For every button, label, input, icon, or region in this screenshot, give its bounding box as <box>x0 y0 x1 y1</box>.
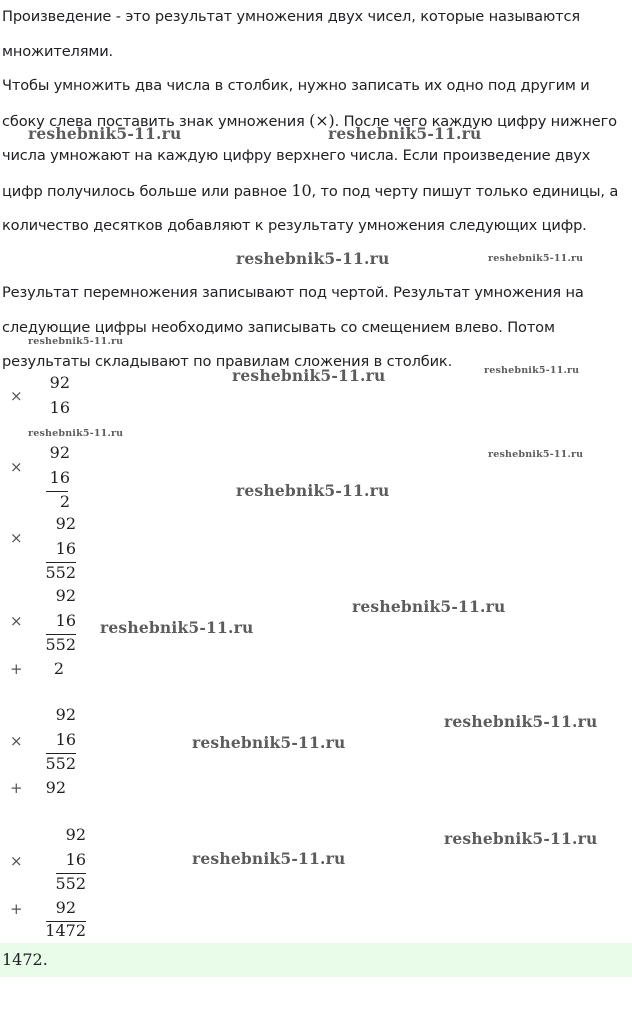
multiplicand: 92 <box>65 825 86 844</box>
watermark: reshebnik5-11.ru <box>28 428 124 439</box>
watermark: reshebnik5-11.ru <box>192 733 346 752</box>
plus-sign: + <box>10 900 23 918</box>
multiplier: 16 <box>49 468 70 487</box>
partial-product: 552 <box>45 563 76 582</box>
watermark: reshebnik5-11.ru <box>236 481 390 500</box>
partial-product: 552 <box>45 635 76 654</box>
times-sign-inline: (×) <box>309 110 335 130</box>
watermark: reshebnik5-11.ru <box>192 849 346 868</box>
times-sign: × <box>10 529 23 547</box>
second-partial-product: 92 <box>55 898 76 917</box>
times-sign: × <box>10 387 23 405</box>
watermark: reshebnik5-11.ru <box>28 124 182 143</box>
plus-sign: + <box>10 660 23 678</box>
times-sign: × <box>10 852 23 870</box>
number-ten: 10 <box>291 180 312 200</box>
watermark: reshebnik5-11.ru <box>488 253 584 264</box>
partial-product: 2 <box>59 492 70 511</box>
times-sign: × <box>10 458 23 476</box>
watermark: reshebnik5-11.ru <box>484 365 580 376</box>
answer-box <box>0 943 632 977</box>
multiplicand: 92 <box>55 586 76 605</box>
watermark: reshebnik5-11.ru <box>28 336 124 347</box>
definition-paragraph: Произведение - это результат умножения двух чисел, которые называются множителями. <box>2 8 580 60</box>
multiplier: 16 <box>55 611 76 630</box>
method-text-part1: Чтобы умножить два числа в столбик, нужно записать их одно под другим и сбоку слева поставить знак умножения <box>2 77 590 130</box>
partial-product: 552 <box>45 754 76 773</box>
method-paragraph <box>2 69 624 244</box>
watermark: reshebnik5-11.ru <box>328 124 482 143</box>
times-sign: × <box>10 612 23 630</box>
multiplicand: 92 <box>55 705 76 724</box>
watermark: reshebnik5-11.ru <box>444 712 598 731</box>
second-partial-product: 2 <box>53 659 64 678</box>
method-text-part3: , то под черту пишут только единицы, а количество десятков добавляют к результату умножения следующих цифр. <box>2 182 619 234</box>
final-product: 1472 <box>45 921 86 940</box>
watermark: reshebnik5-11.ru <box>232 366 386 385</box>
answer-value: 1472. <box>2 950 48 969</box>
multiplier: 16 <box>55 539 76 558</box>
plus-sign: + <box>10 779 23 797</box>
times-sign: × <box>10 732 23 750</box>
watermark: reshebnik5-11.ru <box>352 597 506 616</box>
multiplier: 16 <box>65 850 86 869</box>
multiplicand: 92 <box>55 514 76 533</box>
multiplier: 16 <box>49 398 70 417</box>
multiplicand: 92 <box>49 373 70 392</box>
watermark: reshebnik5-11.ru <box>100 618 254 637</box>
watermark: reshebnik5-11.ru <box>236 249 390 268</box>
partial-product: 552 <box>55 874 86 893</box>
multiplicand: 92 <box>49 443 70 462</box>
watermark: reshebnik5-11.ru <box>488 449 584 460</box>
second-partial-product: 92 <box>45 778 66 797</box>
multiplier: 16 <box>55 730 76 749</box>
result-paragraph: Результат перемножения записывают под чертой. Результат умножения на следующие цифры необходимо записывать со смещением влево. Потом результаты складывают по правилам сложения в столбик. <box>2 284 584 370</box>
watermark: reshebnik5-11.ru <box>444 829 598 848</box>
method-text-part2: . После чего каждую цифру нижнего числа умножают на каждую цифру верхнего числа. Если произведение двух цифр получилось больше или равное <box>2 112 617 200</box>
